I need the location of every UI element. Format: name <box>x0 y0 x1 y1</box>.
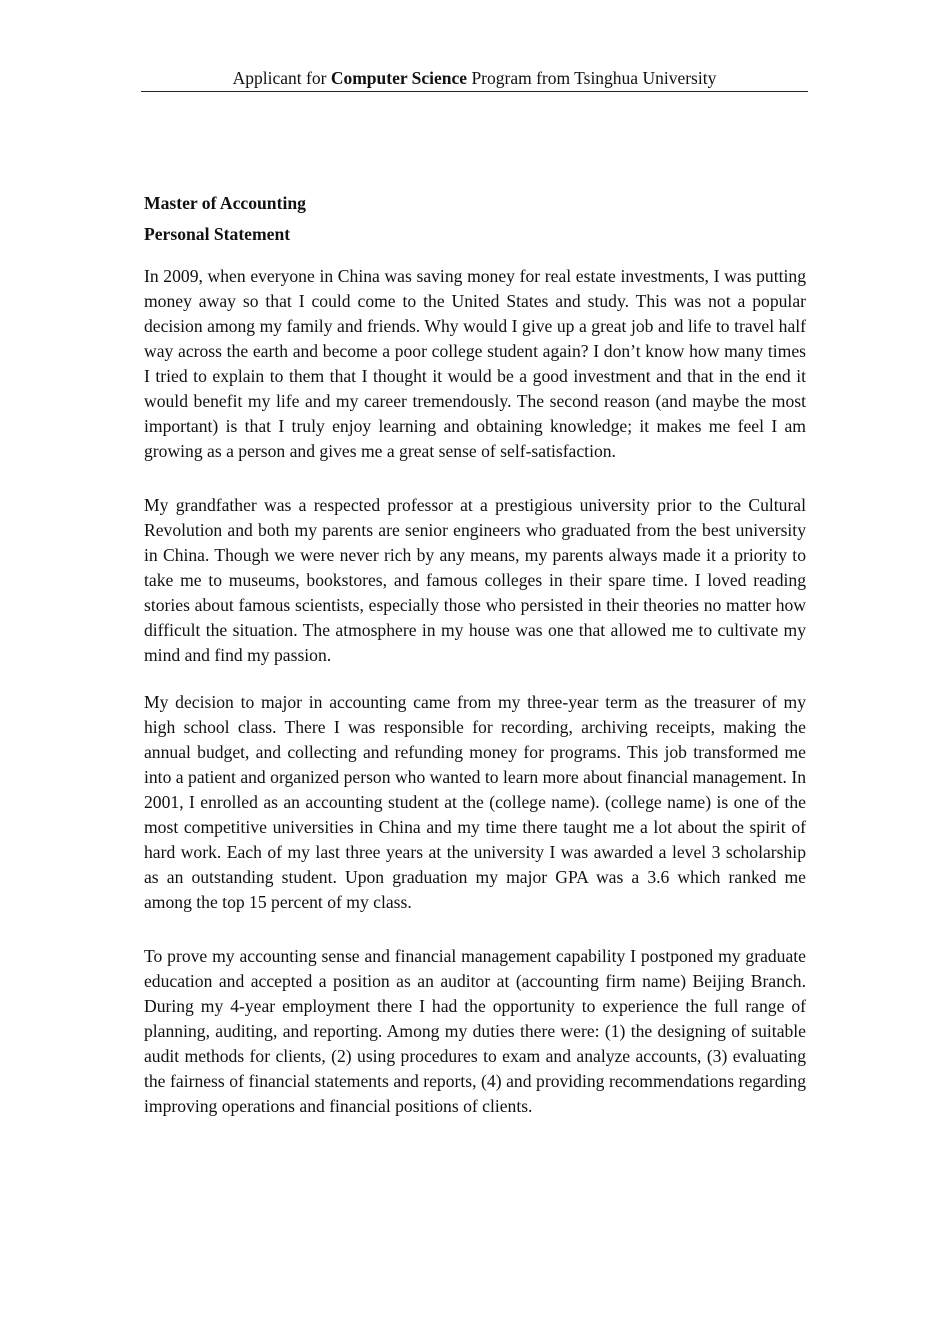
page-header <box>141 66 808 92</box>
paragraph-2: My grandfather was a respected professor at a prestigious university prior to the Cultural Revolution and both my parents are senior engineers who graduated from the best university in China. Though we were never rich by any means, my parents always made it a priority to take me to museums, bookstores, and famous colleges in their spare time. I loved reading stories about famous scientists, especially those who persisted in their theories no matter how difficult the situation. The atmosphere in my house was one that allowed me to cultivate my mind and find my passion. <box>144 495 806 665</box>
header-program: Computer Science <box>330 68 468 88</box>
paragraph-1: In 2009, when everyone in China was saving money for real estate investments, I was putting money away so that I could come to the United States and study. This was not a popular decision among my family and friends. Why would I give up a great job and life to travel half way across the earth and become a poor college student again? I don’t know how many times I tried to explain to them that I thought it would be a good investment and that in the end it would benefit my life and my career tremendously. The second reason (and maybe the most important) is that I truly enjoy learning and obtaining knowledge; it makes me feel I am growing as a person and gives me a great sense of self-satisfaction. <box>144 266 806 461</box>
document-subtitle: Personal Statement <box>144 224 291 244</box>
header-prefix: Applicant for <box>232 68 331 88</box>
header-suffix: Program from Tsinghua University <box>467 68 717 88</box>
paragraph-3: My decision to major in accounting came from my three-year term as the treasurer of my high school class. There I was responsible for recording, archiving receipts, making the annual budget, and collecting and refunding money for programs. This job transformed me into a patient and organized person who wanted to learn more about financial management. In 2001, I enrolled as an accounting student at the (college name). (college name) is one of the most competitive universities in China and my time there taught me a lot about the spirit of hard work. Each of my last three years at the university I was awarded a level 3 scholarship as an outstanding student. Upon graduation my major GPA was a 3.6 which ranked me among the top 15 percent of my class. <box>144 692 806 912</box>
document-title: Master of Accounting <box>144 193 306 213</box>
document-body <box>144 188 806 1119</box>
paragraph-4: To prove my accounting sense and financial management capability I postponed my graduate education and accepted a position as an auditor at (accounting firm name) Beijing Branch. During my 4-year employment there I had the opportunity to experience the full range of planning, auditing, and reporting. Among my duties there were: (1) the designing of suitable audit methods for clients, (2) using procedures to exam and analyze accounts, (3) evaluating the fairness of financial statements and reports, (4) and providing recommendations regarding improving operations and financial positions of clients. <box>144 946 806 1116</box>
